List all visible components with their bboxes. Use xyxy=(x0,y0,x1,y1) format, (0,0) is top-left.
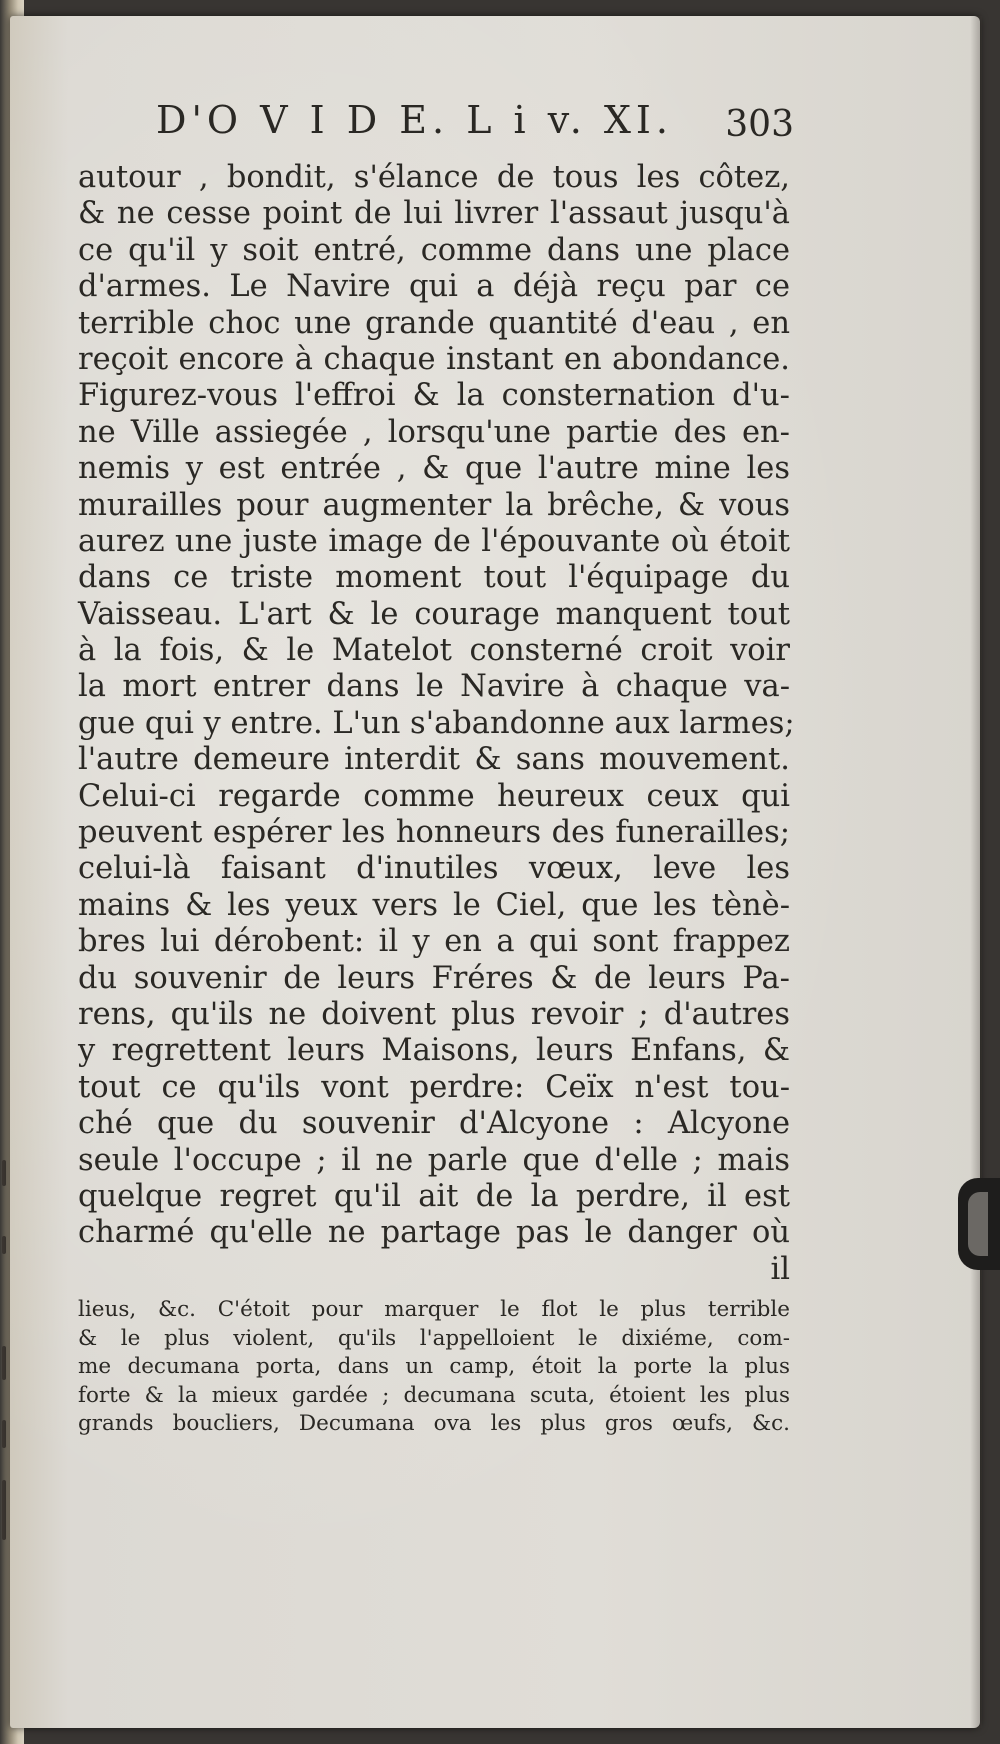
page-number: 303 xyxy=(725,104,794,145)
ink-mark xyxy=(2,1420,6,1448)
text-line: d'armes. Le Navire qui a déjà reçu par ce xyxy=(78,269,790,305)
text-line: quelque regret qu'il ait de la perdre, il est xyxy=(78,1178,790,1214)
page-clip-tab xyxy=(958,1178,1000,1270)
running-head-title: D'O V I D E. L i v. XI. xyxy=(156,98,674,142)
text-line: Figurez-vous l'effroi & la consternation d'u- xyxy=(78,378,790,414)
text-line: terrible choc une grande quantité d'eau , en xyxy=(78,305,790,341)
ink-mark xyxy=(2,1160,6,1186)
text-line: reçoit encore à chaque instant en abondance. xyxy=(78,341,790,377)
text-line: du souvenir de leurs Fréres & de leurs Pa- xyxy=(78,960,790,996)
text-line: la mort entrer dans le Navire à chaque va- xyxy=(78,669,790,705)
text-line: peuvent espérer les honneurs des funerailles; xyxy=(78,815,790,851)
text-line: mains & les yeux vers le Ciel, que les tènè- xyxy=(78,887,790,923)
text-line: bres lui dérobent: il y en a qui sont frappez xyxy=(78,924,790,960)
text-line: ne Ville assiegée , lorsqu'une partie des en- xyxy=(78,414,790,450)
footnote-line: & le plus violent, qu'ils l'appelloient le dixiéme, com- xyxy=(78,1325,790,1351)
book-page xyxy=(10,16,980,1728)
catchword: il xyxy=(770,1251,790,1287)
text-line: à la fois, & le Matelot consterné croit voir xyxy=(78,633,790,669)
text-line: charmé qu'elle ne partage pas le danger où xyxy=(78,1215,790,1251)
page-edge-shadow xyxy=(970,16,982,1728)
text-line: tout ce qu'ils vont perdre: Ceïx n'est tou- xyxy=(78,1069,790,1105)
text-line: y regrettent leurs Maisons, leurs Enfans, & xyxy=(78,1033,790,1069)
main-text xyxy=(78,160,795,1252)
page-content xyxy=(78,98,795,1439)
running-head xyxy=(78,98,794,158)
footnote-line: grands boucliers, Decumana ova les plus gros œufs, &c. xyxy=(78,1411,790,1437)
text-line: autour , bondit, s'élance de tous les côtez, xyxy=(78,160,790,195)
ink-mark xyxy=(2,1346,6,1380)
ink-mark xyxy=(2,1480,6,1540)
footnote-line: lieus, &c. C'étoit pour marquer le flot le plus terrible xyxy=(78,1297,790,1323)
text-line: aurez une juste image de l'épouvante où étoit xyxy=(78,523,790,559)
text-line: gue qui y entre. L'un s'abandonne aux larmes; xyxy=(78,705,795,741)
footnote xyxy=(78,1296,790,1439)
ink-mark xyxy=(2,1236,6,1254)
text-line: nemis y est entrée , & que l'autre mine les xyxy=(78,451,790,487)
text-line: Celui-ci regarde comme heureux ceux qui xyxy=(78,778,790,814)
text-line: ché que du souvenir d'Alcyone : Alcyone xyxy=(78,1106,790,1142)
text-line: celui-là faisant d'inutiles vœux, leve les xyxy=(78,851,790,887)
text-line: dans ce triste moment tout l'équipage du xyxy=(78,560,790,596)
text-line: & ne cesse point de lui livrer l'assaut jusqu'à xyxy=(78,196,790,232)
text-line: seule l'occupe ; il ne parle que d'elle ; mais xyxy=(78,1142,790,1178)
footnote-line: forte & la mieux gardée ; decumana scuta, étoient les plus xyxy=(78,1382,790,1408)
text-line: l'autre demeure interdit & sans mouvement. xyxy=(78,742,790,778)
footnote-line: me decumana porta, dans un camp, étoit la porte la plus xyxy=(78,1354,790,1380)
text-line: murailles pour augmenter la brêche, & vous xyxy=(78,487,790,523)
text-line: rens, qu'ils ne doivent plus revoir ; d'autres xyxy=(78,996,790,1032)
text-line: Vaisseau. L'art & le courage manquent tout xyxy=(78,596,790,632)
text-line: ce qu'il y soit entré, comme dans une place xyxy=(78,232,790,268)
